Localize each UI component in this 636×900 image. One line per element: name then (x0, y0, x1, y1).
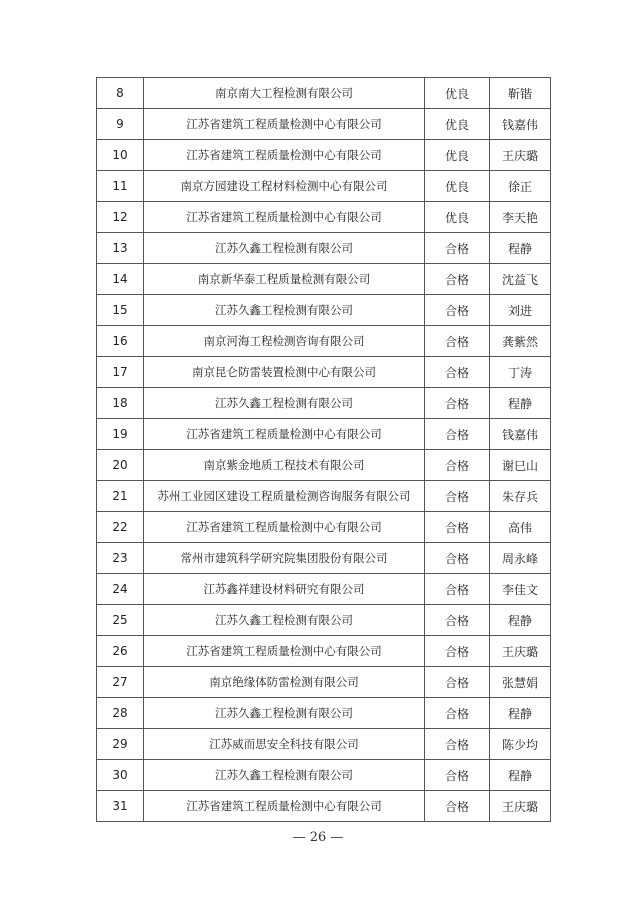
grade-cell: 合格 (425, 667, 490, 698)
person-cell: 李天艳 (490, 202, 551, 233)
table-row (97, 326, 551, 357)
grade-cell: 优良 (425, 109, 490, 140)
table-row (97, 450, 551, 481)
results-table (96, 77, 551, 822)
company-cell: 南京南大工程检测有限公司 (144, 78, 425, 109)
company-cell: 苏州工业园区建设工程质量检测咨询服务有限公司 (144, 481, 425, 512)
person-cell: 周永峰 (490, 543, 551, 574)
table-row (97, 636, 551, 667)
table-row (97, 357, 551, 388)
company-cell: 江苏省建筑工程质量检测中心有限公司 (144, 109, 425, 140)
row-number-cell: 24 (97, 574, 144, 605)
grade-cell: 合格 (425, 698, 490, 729)
page-number: — 26 — (292, 830, 344, 845)
table-row (97, 760, 551, 791)
table-row (97, 140, 551, 171)
grade-cell: 优良 (425, 171, 490, 202)
grade-cell: 优良 (425, 202, 490, 233)
company-cell: 南京河海工程检测咨询有限公司 (144, 326, 425, 357)
row-number-cell: 8 (97, 78, 144, 109)
person-cell: 陈少均 (490, 729, 551, 760)
company-cell: 江苏久鑫工程检测有限公司 (144, 295, 425, 326)
results-table-body (97, 78, 551, 822)
grade-cell: 合格 (425, 543, 490, 574)
row-number-cell: 26 (97, 636, 144, 667)
table-row (97, 388, 551, 419)
company-cell: 江苏久鑫工程检测有限公司 (144, 698, 425, 729)
table-row (97, 109, 551, 140)
grade-cell: 合格 (425, 512, 490, 543)
row-number-cell: 13 (97, 233, 144, 264)
grade-cell: 优良 (425, 140, 490, 171)
person-cell: 高伟 (490, 512, 551, 543)
row-number-cell: 17 (97, 357, 144, 388)
company-cell: 常州市建筑科学研究院集团股份有限公司 (144, 543, 425, 574)
person-cell: 钱嘉伟 (490, 419, 551, 450)
person-cell: 朱存兵 (490, 481, 551, 512)
company-cell: 江苏久鑫工程检测有限公司 (144, 388, 425, 419)
grade-cell: 合格 (425, 233, 490, 264)
person-cell: 王庆璐 (490, 636, 551, 667)
company-cell: 江苏久鑫工程检测有限公司 (144, 233, 425, 264)
company-cell: 南京方园建设工程材料检测中心有限公司 (144, 171, 425, 202)
table-row (97, 419, 551, 450)
company-cell: 江苏省建筑工程质量检测中心有限公司 (144, 419, 425, 450)
person-cell: 王庆璐 (490, 791, 551, 822)
row-number-cell: 25 (97, 605, 144, 636)
grade-cell: 合格 (425, 605, 490, 636)
table-row (97, 295, 551, 326)
company-cell: 江苏省建筑工程质量检测中心有限公司 (144, 512, 425, 543)
person-cell: 靳锴 (490, 78, 551, 109)
table-row (97, 202, 551, 233)
company-cell: 南京昆仑防雷装置检测中心有限公司 (144, 357, 425, 388)
company-cell: 南京紫金地质工程技术有限公司 (144, 450, 425, 481)
company-cell: 江苏省建筑工程质量检测中心有限公司 (144, 140, 425, 171)
table-row (97, 78, 551, 109)
table-row (97, 543, 551, 574)
company-cell: 江苏省建筑工程质量检测中心有限公司 (144, 636, 425, 667)
grade-cell: 合格 (425, 760, 490, 791)
company-cell: 南京新华泰工程质量检测有限公司 (144, 264, 425, 295)
row-number-cell: 12 (97, 202, 144, 233)
table-row (97, 264, 551, 295)
table-row (97, 512, 551, 543)
grade-cell: 合格 (425, 791, 490, 822)
table-row (97, 171, 551, 202)
company-cell: 江苏久鑫工程检测有限公司 (144, 605, 425, 636)
row-number-cell: 11 (97, 171, 144, 202)
company-cell: 江苏久鑫工程检测有限公司 (144, 760, 425, 791)
person-cell: 程静 (490, 760, 551, 791)
row-number-cell: 30 (97, 760, 144, 791)
grade-cell: 合格 (425, 574, 490, 605)
grade-cell: 合格 (425, 636, 490, 667)
row-number-cell: 14 (97, 264, 144, 295)
company-cell: 南京绝缘体防雷检测有限公司 (144, 667, 425, 698)
company-cell: 江苏威而思安全科技有限公司 (144, 729, 425, 760)
person-cell: 刘进 (490, 295, 551, 326)
grade-cell: 合格 (425, 388, 490, 419)
person-cell: 沈益飞 (490, 264, 551, 295)
row-number-cell: 18 (97, 388, 144, 419)
row-number-cell: 23 (97, 543, 144, 574)
row-number-cell: 20 (97, 450, 144, 481)
grade-cell: 优良 (425, 78, 490, 109)
person-cell: 程静 (490, 605, 551, 636)
person-cell: 李佳文 (490, 574, 551, 605)
table-row (97, 667, 551, 698)
person-cell: 张慧娟 (490, 667, 551, 698)
row-number-cell: 28 (97, 698, 144, 729)
person-cell: 钱嘉伟 (490, 109, 551, 140)
row-number-cell: 22 (97, 512, 144, 543)
row-number-cell: 27 (97, 667, 144, 698)
company-cell: 江苏省建筑工程质量检测中心有限公司 (144, 202, 425, 233)
grade-cell: 合格 (425, 419, 490, 450)
person-cell: 王庆璐 (490, 140, 551, 171)
grade-cell: 合格 (425, 481, 490, 512)
row-number-cell: 9 (97, 109, 144, 140)
person-cell: 程静 (490, 233, 551, 264)
table-row (97, 574, 551, 605)
row-number-cell: 19 (97, 419, 144, 450)
person-cell: 龚紫然 (490, 326, 551, 357)
grade-cell: 合格 (425, 264, 490, 295)
grade-cell: 合格 (425, 357, 490, 388)
row-number-cell: 29 (97, 729, 144, 760)
person-cell: 徐正 (490, 171, 551, 202)
row-number-cell: 21 (97, 481, 144, 512)
table-row (97, 729, 551, 760)
row-number-cell: 31 (97, 791, 144, 822)
person-cell: 程静 (490, 698, 551, 729)
row-number-cell: 10 (97, 140, 144, 171)
table-row (97, 481, 551, 512)
table-row (97, 605, 551, 636)
table-row (97, 791, 551, 822)
person-cell: 程静 (490, 388, 551, 419)
row-number-cell: 16 (97, 326, 144, 357)
person-cell: 丁涛 (490, 357, 551, 388)
company-cell: 江苏省建筑工程质量检测中心有限公司 (144, 791, 425, 822)
grade-cell: 合格 (425, 326, 490, 357)
grade-cell: 合格 (425, 295, 490, 326)
grade-cell: 合格 (425, 450, 490, 481)
person-cell: 谢巳山 (490, 450, 551, 481)
grade-cell: 合格 (425, 729, 490, 760)
table-row (97, 698, 551, 729)
table-row (97, 233, 551, 264)
row-number-cell: 15 (97, 295, 144, 326)
company-cell: 江苏鑫祥建设材料研究有限公司 (144, 574, 425, 605)
